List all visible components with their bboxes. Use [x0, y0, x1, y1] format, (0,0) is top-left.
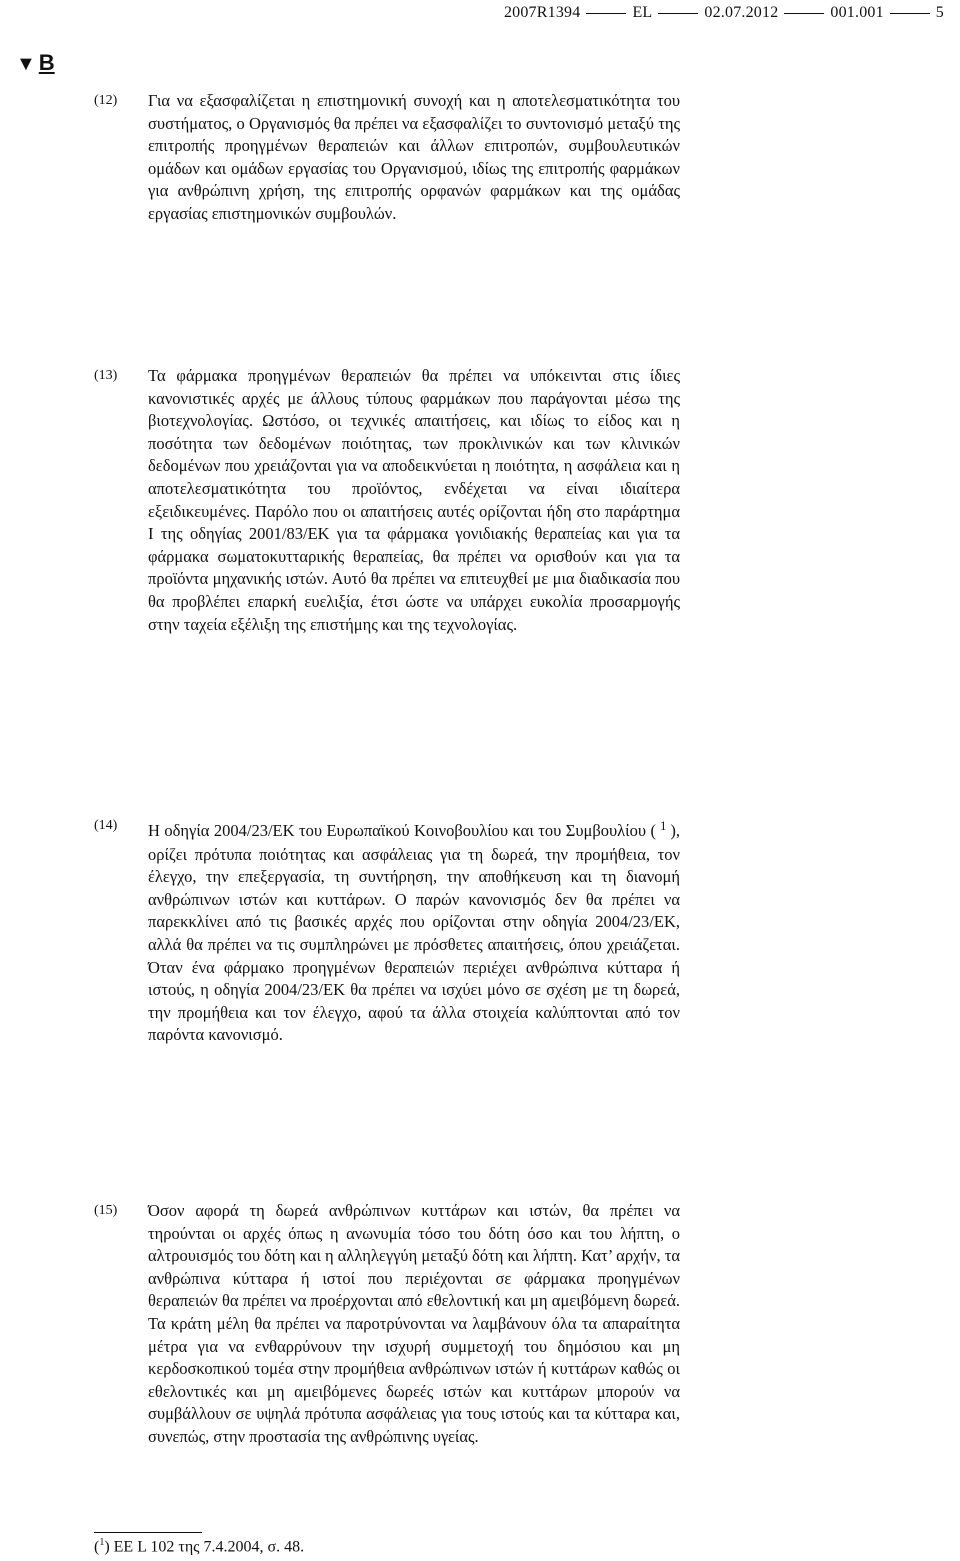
footnote-number: 1: [99, 1537, 105, 1548]
version-number: 001.001: [830, 4, 884, 21]
consolidation-date: 02.07.2012: [704, 4, 779, 21]
header-separator: [784, 13, 824, 14]
header-separator: [658, 13, 698, 14]
recital-number: (15): [94, 1203, 118, 1218]
recital-14: [94, 815, 680, 1047]
footnote-divider: [94, 1532, 202, 1533]
footnote: ($^1$) ΕΕ L 102 της 7.4.2004, σ. 48.: [94, 1537, 305, 1556]
recital-12: [94, 90, 680, 226]
language-code: EL: [632, 4, 653, 21]
triangle-down-icon: ▼: [16, 53, 36, 75]
recital-number: (13): [94, 368, 118, 383]
recital-13: [94, 365, 680, 636]
header-separator: [586, 13, 626, 14]
recital-15: [94, 1200, 680, 1449]
recital-text: Τα φάρμακα προηγμένων θεραπειών θα πρέπει να υπόκεινται στις ίδιες κανονιστικές αρχές με άλλους τύπους φαρμάκων που παράγονται μέσω της βιοτεχνολογίας. Ωστόσο, οι τεχνικές απαιτήσεις, και ιδίως το είδος και η ποσότητα των δεδομένων ποιότητας, των προκλινικών και των κλινικών δεδομένων που χρειάζονται για να αποδεικνύεται η ποιότητα, η ασφάλεια και η αποτελεσματικότητα του προϊόντος, ενδέχεται να είναι ιδιαίτερα εξειδικευμένες. Παρόλο που οι απαιτήσεις αυτές ορίζονται ήδη στο παράρτημα I της οδηγίας 2001/83/ΕΚ για τα φάρμακα γονιδιακής θεραπείας και για τα φάρμακα σωματοκυτταρικής θεραπείας, θα πρέπει να ορισθούν και για τα προϊόντα μηχανικής ιστών. Αυτό θα πρέπει να επιτευχθεί με μια διαδικασία που θα προβλέπει επαρκή ευελιξία, έτσι ώστε να υπάρχει ευκολία προσαρμογής στην ταχεία εξέλιξη της επιστήμης και της τεχνολογίας.: [148, 366, 680, 634]
recital-number: (12): [94, 93, 118, 108]
page-number: 5: [935, 4, 944, 21]
recital-text: Για να εξασφαλίζεται η επιστημονική συνοχή και η αποτελεσματικότητα του συστήματος, ο Οργανισμός θα πρέπει να εξασφαλίζει το συντονισμό μεταξύ της επιτροπής προηγμένων θεραπειών και άλλων επιτροπών, συμβουλευτικών ομάδων και ομάδων εργασίας του Οργανισμού, ιδίως της επιτροπής φαρμάκων για ανθρώπινη χρήση, της επιτροπής ορφανών φαρμάκων και της ομάδας εργασίας επιστημονικών συμβουλών.: [148, 91, 680, 223]
recital-text: Όσον αφορά τη δωρεά ανθρώπινων κυττάρων και ιστών, θα πρέπει να τηρούνται οι αρχές όπως η ανωνυμία τόσο του δότη όσο και του λήπτη, ο αλτρουισμός του δότη και η αλληλεγγύη μεταξύ δότη και λήπτη. Κατ’ αρχήν, τα ανθρώπινα κύτταρα ή ιστοί που περιέχονται σε φάρμακα προηγμένων θεραπειών θα πρέπει να προέρχονται από εθελοντική και μη αμειβόμενη δωρεά. Τα κράτη μέλη θα πρέπει να παροτρύνονται να λαμβάνουν όλα τα απαραίτητα μέτρα για να ενθαρρύνουν την ισχυρή συμμετοχή του δημόσιου και μη κερδοσκοπικού τομέα στην προμήθεια ανθρώπινων ιστών ή κυττάρων καθώς οι εθελοντικές και μη αμειβόμενες δωρεές ιστών και κυττάρων μπορούν να συμβάλλουν σε υψηλά πρότυπα ασφάλειας για τους ιστούς και τα κύτταρα και, συνεπώς, στην προστασία της ανθρώπινης υγείας.: [148, 1201, 680, 1446]
page-header: [504, 4, 944, 22]
recital-text-part: ), ορίζει πρότυπα ποιότητας και ασφάλειας για τη δωρεά, την προμήθεια, τον έλεγχο, την επεξεργασία, τη συντήρηση, την αποθήκευση και τη διανομή ανθρώπινων ιστών και κυττάρων. Ο παρών κανονισμός δεν θα πρέπει να παρεκκλίνει από τις βασικές αρχές που ορίζονται στην οδηγία 2004/23/ΕΚ, αλλά θα πρέπει να τις συμπληρώνει με πρόσθετες απαιτήσεις, όπου χρειάζεται. Όταν ένα φάρμακο προηγμένων θεραπειών περιέχει ανθρώπινα κύτταρα ή ιστούς, η οδηγία 2004/23/ΕΚ θα πρέπει να ισχύει μόνο σε σχέση με τη δωρεά, την προμήθεια και τον έλεγχο, αφού τα άλλα στοιχεία καλύπτονται από τον παρόντα κανονισμό.: [148, 821, 681, 1045]
recital-number: (14): [94, 818, 118, 833]
document-id: 2007R1394: [503, 4, 581, 21]
amendment-marker: [16, 50, 55, 76]
footnote-reference[interactable]: 1: [660, 819, 667, 833]
footnote-text: ΕΕ L 102 της 7.4.2004, σ. 48.: [113, 1538, 305, 1556]
header-separator: [890, 13, 930, 14]
recital-text: [148, 815, 680, 1047]
amendment-marker-label: B: [38, 50, 55, 75]
recital-text-part: Η οδηγία 2004/23/ΕΚ του Ευρωπαϊκού Κοινοβουλίου και του Συμβουλίου (: [148, 821, 656, 840]
